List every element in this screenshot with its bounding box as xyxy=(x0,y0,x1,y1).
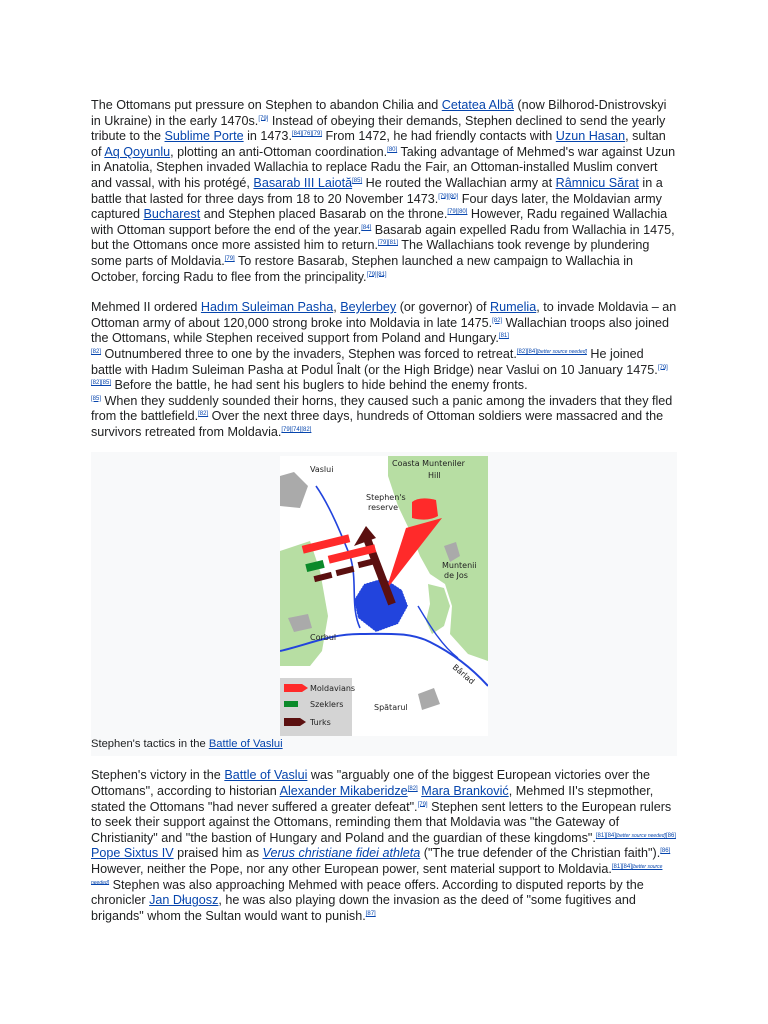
legend-turks-label: Turks xyxy=(310,718,331,728)
link-cetatea-alba[interactable]: Cetatea Albă xyxy=(441,98,514,112)
text: Outnumbered three to one by the invaders, Stephen was forced to retreat. xyxy=(101,346,517,361)
legend-szeklers-swatch xyxy=(284,701,298,707)
text: Taking advantage of Mehmed's war against Uzun in Anatolia, Stephen invaded Wallachia to replace Radu the Fair, an Ottoman-installed Muslim convert and vassal, with his protégé, xyxy=(91,144,676,190)
article-body xyxy=(91,98,677,924)
link-hadim-suleiman-pasha[interactable]: Hadım Suleiman Pasha xyxy=(200,300,334,315)
text: Mehmed II ordered xyxy=(91,300,201,315)
citation[interactable]: [82] xyxy=(492,317,503,324)
citation-needed-tag[interactable]: [better source needed] xyxy=(536,348,587,355)
citation[interactable]: [81] xyxy=(498,333,509,340)
label-stephens-reserve: Stephen's xyxy=(366,493,406,503)
citation[interactable]: [81][84] xyxy=(595,832,616,839)
link-battle-of-vaslui-caption[interactable]: Battle of Vaslui xyxy=(208,738,283,751)
citation[interactable]: [85] xyxy=(91,395,102,402)
citation[interactable]: [79] xyxy=(224,255,235,262)
text: praised him as xyxy=(173,846,263,861)
text: ("The true defender of the Christian faith"). xyxy=(420,846,661,861)
text: (now Bilhorod-Dnistrovskyi in Ukraine) in the early 1470s. xyxy=(91,98,667,128)
text: , xyxy=(333,300,341,315)
label-vaslui: Vaslui xyxy=(310,465,334,475)
citation[interactable]: [82] xyxy=(407,785,418,792)
label-hill: Coasta Munteniler xyxy=(392,459,465,469)
citation[interactable]: [80] xyxy=(387,146,398,153)
figure-caption xyxy=(91,737,283,751)
text: He routed the Wallachian army at xyxy=(362,175,556,190)
paragraph-vaslui-invasion xyxy=(91,300,677,440)
citation[interactable]: [85] xyxy=(352,177,363,184)
citation[interactable]: [86] xyxy=(665,832,676,839)
link-pope-sixtus-iv[interactable]: Pope Sixtus IV xyxy=(91,846,174,861)
text: (or governor) of xyxy=(396,300,491,315)
text: and Stephen placed Basarab on the throne. xyxy=(200,207,448,222)
link-verus-christiane-fidei-athleta[interactable]: Verus christiane fidei athleta xyxy=(262,846,421,861)
citation[interactable]: [86] xyxy=(660,848,671,855)
text: , Mehmed II's stepmother, stated the Ottomans "had never suffered a greater defeat". xyxy=(91,784,654,814)
text: Basarab again expelled Radu from Wallachia in 1475, but the Ottomans once more assisted him to return. xyxy=(91,222,675,253)
text: was "arguably one of the biggest European victories over the Ottomans", according to historian xyxy=(91,768,650,799)
citation[interactable]: [81][84] xyxy=(611,863,632,870)
label-barlad: Bârlad xyxy=(450,663,477,687)
text: Instead of obeying their demands, Stephen declined to send the yearly tribute to the xyxy=(91,113,666,144)
link-mara-brankovic[interactable]: Mara Branković xyxy=(421,784,509,799)
citation[interactable]: [79][81] xyxy=(378,240,399,247)
text: However, neither the Pope, nor any other European power, sent material support to Moldavia. xyxy=(91,862,612,877)
citation[interactable]: [79][81] xyxy=(366,271,387,278)
citation[interactable]: [79][80] xyxy=(438,193,459,200)
citation[interactable]: [82] xyxy=(91,348,102,355)
text: From 1472, he had friendly contacts with xyxy=(321,129,556,144)
text: in 1473. xyxy=(243,129,292,144)
text: The Ottomans put pressure on Stephen to abandon Chilia and xyxy=(91,98,442,112)
text: Stephen was also approaching Mehmed with peace offers. According to disputed reports by the chronicler xyxy=(91,877,644,908)
text: When they suddenly sounded their horns, they caused such a panic among the invaders that they fled from the battlefield. xyxy=(91,393,673,424)
link-alexander-mikaberidze[interactable]: Alexander Mikaberidze xyxy=(279,784,408,799)
link-uzun-hasan[interactable]: Uzun Hasan xyxy=(555,129,626,144)
citation[interactable]: [79][82][85] xyxy=(91,364,668,386)
text: To restore Basarab, Stephen launched a new campaign to Wallachia in October, forcing Radu to flee from the principality. xyxy=(91,253,634,284)
text: The Wallachians took revenge by plundering some parts of Moldavia. xyxy=(91,238,650,268)
citation[interactable]: [84][76][79] xyxy=(291,131,322,137)
label-muntenii: Muntenii xyxy=(442,561,477,571)
citation[interactable]: [82][84] xyxy=(516,348,537,355)
citation[interactable]: [79] xyxy=(417,801,428,808)
text: , sultan of xyxy=(91,129,666,159)
text: Wallachian troops also joined the Ottomans, while Stephen received support from Poland and Hungary. xyxy=(91,315,670,346)
citation[interactable]: [79][74][82] xyxy=(281,426,312,433)
citation[interactable]: [79][80] xyxy=(447,208,468,215)
text: Over the next three days, hundreds of Ottoman soldiers were massacred and the survivors retreated from Moldavia. xyxy=(91,409,664,439)
text: in a battle that lasted for three days from 18 to 20 November 1473. xyxy=(91,175,663,206)
caption-text: Stephen's tactics in the xyxy=(91,738,209,751)
link-basarab-laiota[interactable]: Basarab III Laiotă xyxy=(253,175,353,190)
text: Before the battle, he had sent his buglers to hide behind the enemy fronts. xyxy=(111,378,528,393)
text: , plotting an anti-Ottoman coordination. xyxy=(170,144,388,159)
label-hill: Hill xyxy=(428,471,441,481)
citation[interactable]: [84] xyxy=(361,224,372,231)
text: Stephen's victory in the xyxy=(91,768,225,783)
label-stephens-reserve: reserve xyxy=(368,503,399,513)
stephens-reserve-unit xyxy=(412,499,438,520)
citation-needed-tag[interactable]: [better source needed] xyxy=(615,832,666,839)
text: , to invade Moldavia – an Ottoman army of about 120,000 strong broke into Moldavia in late 1475. xyxy=(91,300,677,330)
link-ramnicu-sarat[interactable]: Râmnicu Sărat xyxy=(555,175,639,190)
label-muntenii: de Jos xyxy=(444,571,468,581)
link-rumelia[interactable]: Rumelia xyxy=(490,300,537,315)
link-aq-qoyunlu[interactable]: Aq Qoyunlu xyxy=(104,144,171,159)
battle-map-figure xyxy=(91,452,677,756)
legend-moldavians-label: Moldavians xyxy=(310,684,356,694)
link-jan-dlugosz[interactable]: Jan Długosz xyxy=(149,893,219,908)
link-bucharest[interactable]: Bucharest xyxy=(143,207,201,222)
citation[interactable]: [87] xyxy=(365,910,376,917)
label-corbul: Corbul xyxy=(310,633,337,643)
legend-szeklers-label: Szeklers xyxy=(310,700,344,710)
paragraph-chilia xyxy=(91,98,677,285)
text: Stephen sent letters to the European rulers to seek their support against the Ottomans, reminding them that Moldavia was "the Gateway of Christianity" and "the bastion of Hungary and Poland and the guardian of these kingdoms". xyxy=(91,799,672,845)
link-beylerbey[interactable]: Beylerbey xyxy=(340,300,397,315)
paragraph-victory xyxy=(91,768,677,924)
citation[interactable]: [82] xyxy=(198,411,209,418)
text: However, Radu regained Wallachia with Ottoman support before the end of the year. xyxy=(91,207,668,237)
text: He joined battle with Hadım Suleiman Pasha at Podul Înalt (or the High Bridge) near Vaslui on 10 January 1475. xyxy=(91,346,658,377)
label-spatarul: Spătarul xyxy=(374,703,408,713)
battle-of-vaslui-map[interactable] xyxy=(280,456,488,736)
citation-needed-tag[interactable]: [better source needed] xyxy=(91,863,663,886)
text: , he was also playing down the invasion as the deed of "some fugitives and brigands" whom the Sultan would want to punish. xyxy=(91,893,636,923)
link-battle-of-vaslui[interactable]: Battle of Vaslui xyxy=(224,768,308,783)
link-sublime-porte[interactable]: Sublime Porte xyxy=(164,129,244,144)
citation[interactable]: [79] xyxy=(258,115,269,122)
text: Four days later, the Moldavian army captured xyxy=(91,191,662,222)
